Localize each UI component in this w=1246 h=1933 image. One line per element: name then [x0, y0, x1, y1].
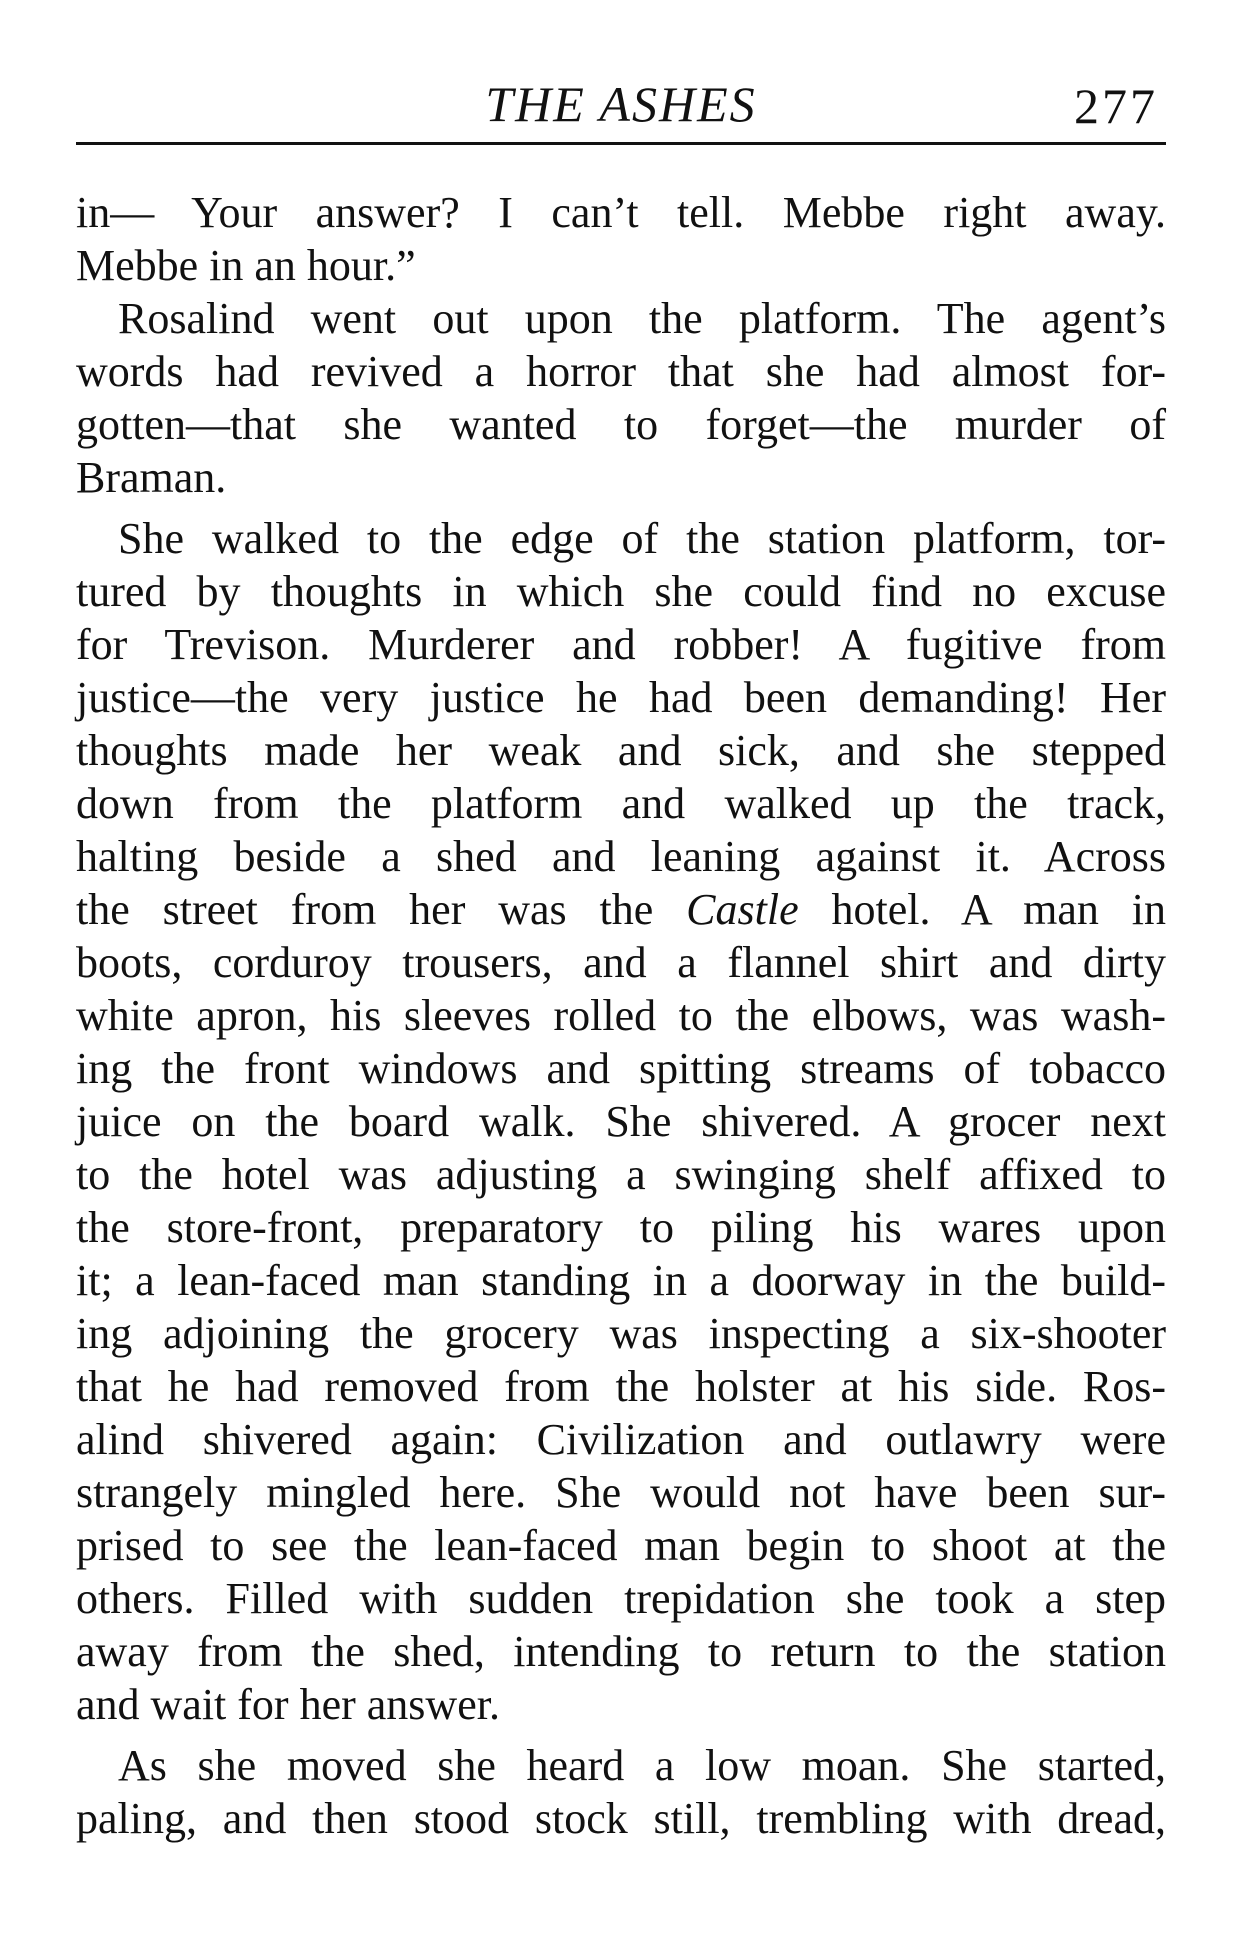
text-line: down from the platform and walked up the track,	[76, 779, 1166, 828]
running-title: THE ASHES	[485, 76, 757, 132]
text-line: alind shivered again: Civilization and outlawry were	[76, 1415, 1166, 1464]
text-line: She walked to the edge of the station platform, tor-	[118, 514, 1166, 563]
text-line: that he had removed from the holster at his side. Ros-	[76, 1362, 1166, 1411]
running-header	[76, 72, 1166, 136]
paragraph-1	[76, 186, 1166, 292]
text-line: others. Filled with sudden trepidation she took a step	[76, 1574, 1166, 1623]
text-line: it; a lean-faced man standing in a doorway in the build-	[76, 1256, 1166, 1305]
text-line-with-italic	[76, 883, 1166, 936]
text-line: in— Your answer? I can’t tell. Mebbe right away.	[76, 188, 1166, 237]
paragraph-gap	[76, 504, 1166, 512]
header-rule	[76, 142, 1166, 145]
paragraph-gap	[76, 1731, 1166, 1739]
text-line: As she moved she heard a low moan. She started,	[118, 1741, 1166, 1790]
text-line: justice—the very justice he had been demanding! Her	[76, 673, 1166, 722]
text-line: Mebbe in an hour.”	[76, 241, 416, 290]
text-line: away from the shed, intending to return to the station	[76, 1627, 1166, 1676]
text-line: ing adjoining the grocery was inspecting a six-shooter	[76, 1309, 1166, 1358]
text-line: Braman.	[76, 453, 227, 502]
text-line: paling, and then stood stock still, trembling with dread,	[76, 1794, 1166, 1843]
text-line: thoughts made her weak and sick, and she stepped	[76, 726, 1166, 775]
paragraph-2	[76, 292, 1166, 504]
text-fragment: the street from her was the	[76, 885, 654, 934]
text-fragment: hotel. A man in	[831, 885, 1166, 934]
text-line: white apron, his sleeves rolled to the elbows, was wash-	[76, 991, 1166, 1040]
text-line: tured by thoughts in which she could find no excuse	[76, 567, 1166, 616]
paragraph-4	[76, 1739, 1166, 1845]
body-text	[76, 186, 1166, 1845]
text-line: prised to see the lean-faced man begin to shoot at the	[76, 1521, 1166, 1570]
page-number: 277	[1074, 78, 1158, 134]
text-line: the store-front, preparatory to piling his wares upon	[76, 1203, 1166, 1252]
text-line: and wait for her answer.	[76, 1680, 500, 1729]
paragraph-3	[76, 512, 1166, 1731]
text-line: boots, corduroy trousers, and a flannel shirt and dirty	[76, 938, 1166, 987]
text-line: words had revived a horror that she had almost for-	[76, 347, 1166, 396]
text-line: halting beside a shed and leaning against it. Across	[76, 832, 1166, 881]
text-line: Rosalind went out upon the platform. The agent’s	[118, 294, 1166, 343]
text-line: ing the front windows and spitting streams of tobacco	[76, 1044, 1166, 1093]
text-line: for Trevison. Murderer and robber! A fugitive from	[76, 620, 1166, 669]
italic-hotel-name: Castle	[686, 885, 799, 934]
text-line: gotten—that she wanted to forget—the murder of	[76, 400, 1166, 449]
text-line: to the hotel was adjusting a swinging shelf affixed to	[76, 1150, 1166, 1199]
text-line: juice on the board walk. She shivered. A grocer next	[76, 1097, 1166, 1146]
text-line: strangely mingled here. She would not have been sur-	[76, 1468, 1166, 1517]
